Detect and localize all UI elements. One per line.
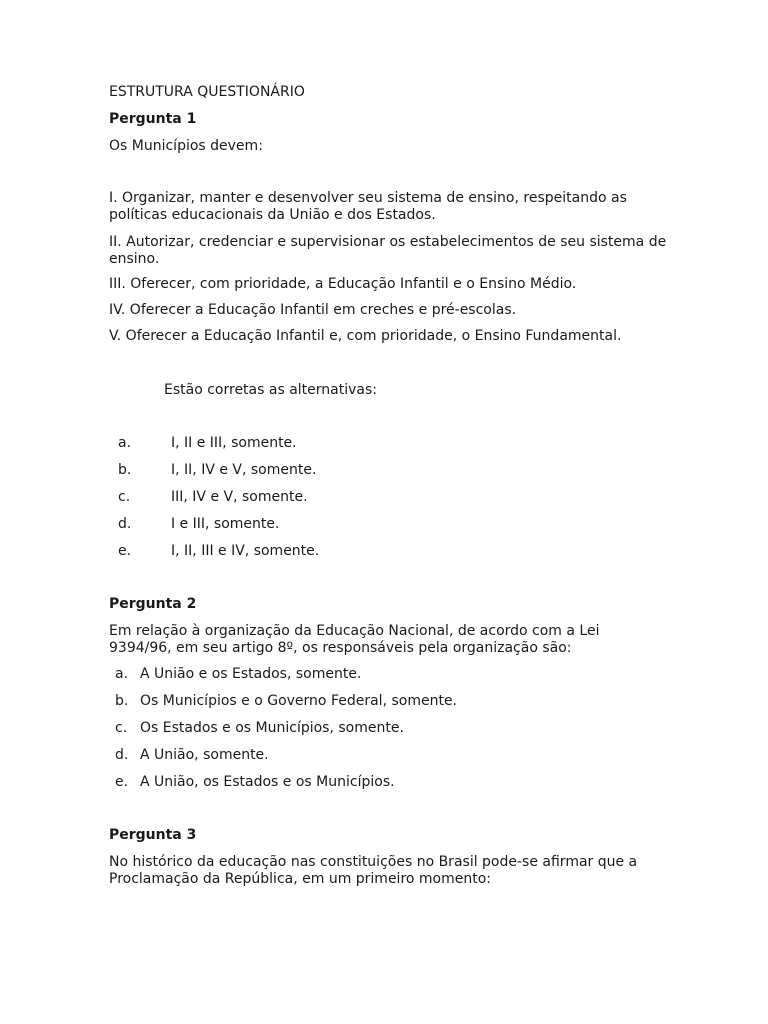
option-text[interactable]: A União, os Estados e os Municípios. bbox=[140, 774, 395, 790]
option-text[interactable]: I, II, III e IV, somente. bbox=[171, 543, 320, 559]
option-letter: a. bbox=[115, 666, 129, 682]
statement-3: III. Oferecer, com prioridade, a Educação Infantil e o Ensino Médio. bbox=[109, 276, 577, 292]
statement-1: I. Organizar, manter e desenvolver seu sistema de ensino, respeitando as políticas educacionais da União e dos Estados. bbox=[109, 190, 627, 223]
question-3-title: Pergunta 3 bbox=[109, 827, 197, 843]
option-letter: d. bbox=[118, 516, 132, 532]
option-text[interactable]: Os Municípios e o Governo Federal, somente. bbox=[140, 693, 458, 709]
statement-4: IV. Oferecer a Educação Infantil em creches e pré-escolas. bbox=[109, 302, 517, 318]
option-text[interactable]: A União, somente. bbox=[140, 747, 269, 763]
option-text[interactable]: I, II, IV e V, somente. bbox=[171, 462, 317, 478]
option-letter: d. bbox=[115, 747, 129, 763]
option-letter: e. bbox=[118, 543, 132, 559]
option-letter: b. bbox=[118, 462, 132, 478]
option-letter: c. bbox=[115, 720, 128, 736]
option-letter: e. bbox=[115, 774, 129, 790]
question-2-intro: Em relação à organização da Educação Nacional, de acordo com a Lei 9394/96, em seu artigo 8º, os responsáveis pela organização são: bbox=[109, 623, 600, 656]
option-text[interactable]: I e III, somente. bbox=[171, 516, 280, 532]
question-1-prompt: Estão corretas as alternativas: bbox=[164, 382, 377, 398]
option-text[interactable]: Os Estados e os Municípios, somente. bbox=[140, 720, 404, 736]
option-text[interactable]: I, II e III, somente. bbox=[171, 435, 297, 451]
option-text[interactable]: A União e os Estados, somente. bbox=[140, 666, 362, 682]
option-text[interactable]: III, IV e V, somente. bbox=[171, 489, 308, 505]
question-1-intro: Os Municípios devem: bbox=[109, 138, 263, 154]
question-1-title: Pergunta 1 bbox=[109, 111, 197, 127]
option-letter: a. bbox=[118, 435, 132, 451]
document-heading: ESTRUTURA QUESTIONÁRIO bbox=[109, 84, 305, 100]
question-3-intro: No histórico da educação nas constituições no Brasil pode-se afirmar que a Proclamação da República, em um primeiro momento: bbox=[109, 854, 638, 887]
option-letter: c. bbox=[118, 489, 131, 505]
question-2-title: Pergunta 2 bbox=[109, 596, 197, 612]
statement-5: V. Oferecer a Educação Infantil e, com prioridade, o Ensino Fundamental. bbox=[109, 328, 622, 344]
option-letter: b. bbox=[115, 693, 129, 709]
statement-2: II. Autorizar, credenciar e supervisionar os estabelecimentos de seu sistema de ensino. bbox=[109, 234, 667, 267]
